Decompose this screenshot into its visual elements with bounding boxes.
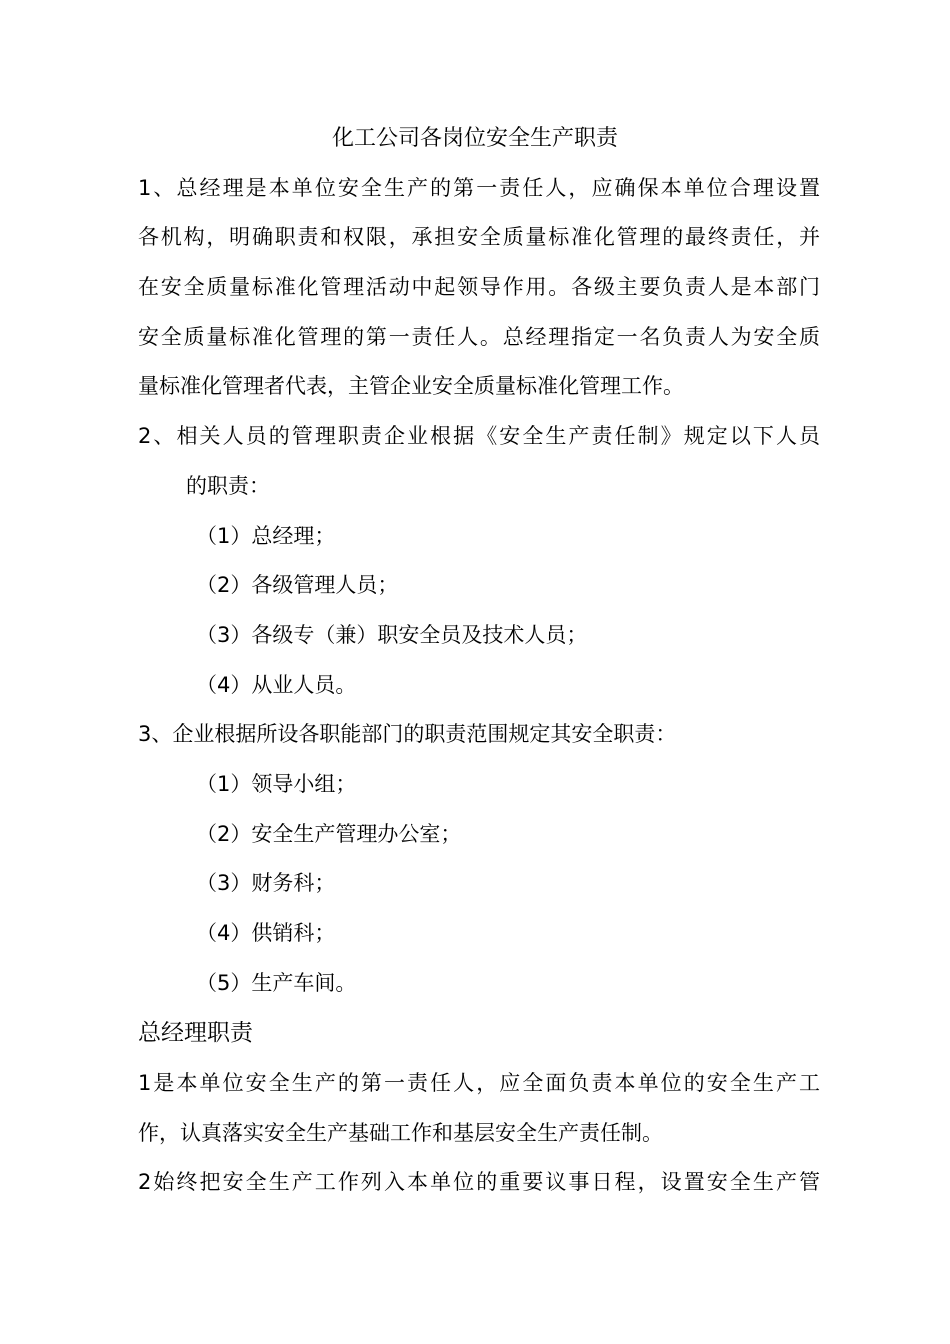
list-item: （2）安全生产管理办公室； — [196, 822, 462, 846]
document-title: 化工公司各岗位安全生产职责 — [331, 126, 618, 151]
list-item: （1）总经理； — [196, 524, 336, 548]
paragraph-1-line-2: 各机构，明确职责和权限，承担安全质量标准化管理的最终责任，并 — [138, 225, 820, 249]
list-item: （3）各级专（兼）职安全员及技术人员； — [196, 623, 588, 647]
list-item: （4）从业人员。 — [196, 673, 357, 697]
paragraph-1-line-1: 1、总经理是本单位安全生产的第一责任人，应确保本单位合理设置 — [138, 176, 820, 200]
duty-line-3: 2始终把安全生产工作列入本单位的重要议事日程，设置安全生产管 — [138, 1170, 820, 1194]
paragraph-1-line-4: 安全质量标准化管理的第一责任人。总经理指定一名负责人为安全质 — [138, 325, 820, 349]
list-item: （3）财务科； — [196, 871, 336, 895]
duty-line-1: 1是本单位安全生产的第一责任人，应全面负责本单位的安全生产工 — [138, 1071, 820, 1095]
paragraph-1-line-3: 在安全质量标准化管理活动中起领导作用。各级主要负责人是本部门 — [138, 275, 820, 299]
paragraph-2-line-2: 的职责： — [186, 474, 270, 498]
section-heading: 总经理职责 — [138, 1020, 253, 1046]
list-item: （5）生产车间。 — [196, 971, 357, 995]
paragraph-2-line-1: 2、相关人员的管理职责企业根据《安全生产责任制》规定以下人员 — [138, 424, 820, 448]
list-item: （4）供销科； — [196, 921, 336, 945]
paragraph-3: 3、企业根据所设各职能部门的职责范围规定其安全职责： — [138, 722, 677, 746]
paragraph-1-line-5: 量标准化管理者代表，主管企业安全质量标准化管理工作。 — [138, 374, 684, 398]
list-item: （1）领导小组； — [196, 772, 357, 796]
duty-line-2: 作，认真落实安全生产基础工作和基层安全生产责任制。 — [138, 1121, 663, 1145]
list-item: （2）各级管理人员； — [196, 573, 399, 597]
